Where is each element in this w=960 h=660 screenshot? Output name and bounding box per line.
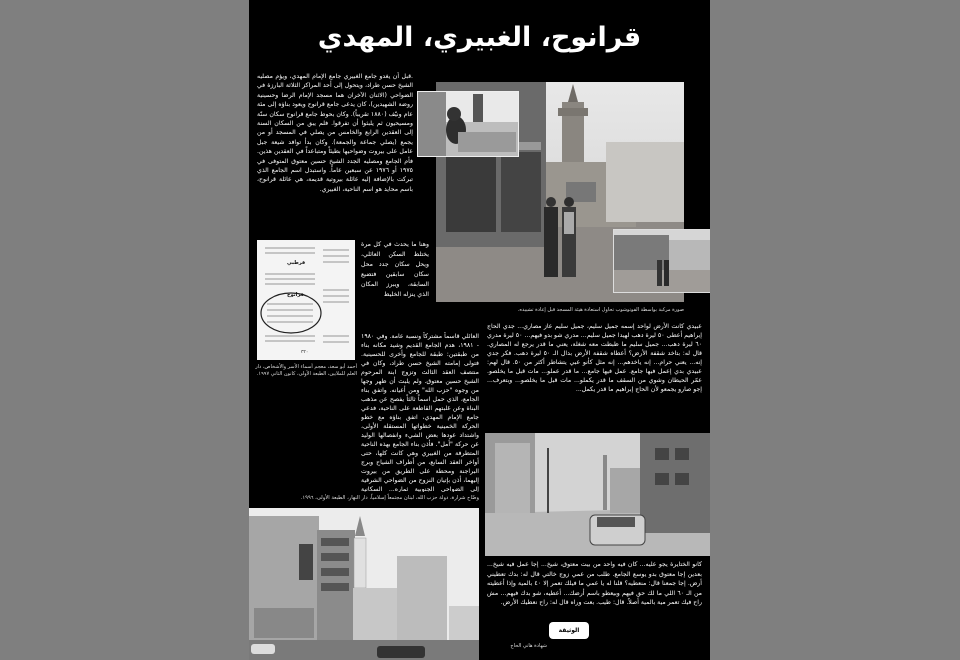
clipping-caption: أحمد أبو سعد، معجم أسماء الأسر والأشخاص، دار العلم للملايين، الطبعة الأولى، كانون الثاني ١٩٩٧.	[255, 364, 357, 377]
witness-credit: شهادة هاني الحاج	[510, 643, 547, 649]
document-page	[249, 0, 710, 660]
testimony-paragraph-1: عبيدي كانت الأرض لواحد إسمه جميل سليم، جميل سليم عاز مصاري... جدي الحاج إبراهيم أعطى ٥٠ ليرة دهب لهيدا جميل سليم... مدري شو بدو فيهم... ٥٠ ليرة مدري ٦٠ ليرة دهب... جميل سليم ما ظبطت معه شغلة، يعني ما قدر يرجع له المصاري. قال له: بتاخد شقفة الأرض؟ أعطاه شقفة الأرض بدال الـ ٥٠ ليرة دهب. فكر جدي إنه... يعني حرام... إنه ياخدهم... إنه مثل كأنو عبي يتشاطر أكثر من ٥٠. قال لهم: عبيدي بدي إعمل فيها جامع. عمل فيها جامع... ما قدر عملو... مات قبل ما يخلصو. عمّر الحيطان وشوي من السقف ما قدر يكملو... مات قبل ما يخلصو... وبتعرف... إجو صارو يجمعو لأن الحاج إبراهيم ما قدر يكمل...	[487, 323, 702, 393]
clipping-page-image	[257, 240, 355, 360]
main-paragraph: العائلي قاسماً مشتركاً ونسبة عامة. وفي ١٩٨٠ - ١٩٨١، هدم الجامع القديم وشيد مكانه بناء من طبقتين: طبقة للجامع وأخرى للحسينية. فتولى إمامته الشيخ حسن طراد، وكان في منتصف العقد الثالث وتزوج ابنة المرحوم الشيخ حسين معتوق. ولم يلبث أن ظهر وجها من وجوه "حزب الله" ومن أعيانه. واتفق بناء الجامع، الذي حمل اسماً ثالثاً يفصح عن مذهب البناة وعن غلبتهم القاطعة على الناحية، فدعي جامع الإمام المهدي، اتفق بناؤه مع خطو الحركة الخمينية خطواتها المستقلة الأولى، واشتداد عودها بعض الشيء وانفصالها الوليد عن حركة "أمل". فأذن بناء الجامع بهذه الناحية المتطرفة من الغبيري وهي كانت كلها، حتى أواخر العقد السابع، من أطراف الشياح وبرج البراجنة ومحطة على الطريق من بيروت إليهما، أذن بإتيان النزوح من الضواحي الشرقية إلى الضواحي الجنوبية ثماره... السكانية	[361, 333, 479, 492]
wathiqa-logo-text: الوثيقة	[558, 627, 580, 634]
clipping-subheading: قرطبي	[287, 260, 306, 266]
street-with-car-image	[485, 433, 710, 556]
man-reading-image	[418, 92, 518, 156]
intro-paragraph: .قبل أن يغدو جامع الغبيري جامع الإمام المهدي، ويؤم مصليه الشيخ حسن طراد، ويتحول إلى أحد المراكز الثلاثة البارزة في الضواحي (الاثنان الآخران هما مسجد الإمام الرضا وحسينية روضة الشهيدين)، كان يدعى جامع قرانوح ويعود بناؤه إلى مئة عام ونيّف (١٨٨٠ تقريباً). وكان بحوط جامع قرانوح سكان سنّة ومسيحيون ثم يلبثوا أن تفرقوا. فلم يبق من السكان السنة إلى العقدين الرابع والخامس من يصلي في المسجد أو من يجمع (يصلي جماعة والجمعة). وكان بدأ توافد شيعة جبل عامل على بيروت وضواحيها بطيئاً ومتباعداً في العقدين هذين. فأم الجامع ومصليه الجدد الشيخ حسين معتوق المتوفى في ١٩٧٥ أو ١٩٧٦ عن سبعين عاماً. واستبدل اسم الجامع الذي تبركت بالإضافة إليه عائلة بيروتية قديمة، هي عائلة قرانوح، باسم محايد هو اسم الناحية، الغبيري.	[257, 73, 413, 193]
mahdi-mosque-image	[249, 508, 479, 660]
inset-photo-man-reading	[417, 91, 519, 157]
current-mosque-photo	[249, 508, 479, 660]
wathiqa-logo	[549, 622, 589, 639]
page-title: قرانوح، الغبيري، المهدي	[317, 22, 642, 53]
source-citation: وضّاح شرارة، دولة حزب الله، لبنان مجتمعاً إسلامياً، دار النهار، الطبعة الأولى، ١٩٩٦.	[300, 495, 479, 501]
narrow-paragraph: وهنا ما يحدث في كل مرة يختلط السكن العائلي، ويحل سكان جدد محل سكان سابقين فتضيع السابقة، ويبرز المكان الذي ينزله الخليط	[361, 241, 429, 298]
two-men-street-image	[614, 230, 710, 292]
street-photo-car	[485, 433, 710, 556]
testimony-paragraph-2: كانو الختايرة يجو عليه... كان فيه واحد من بيت معتوق، شيخ... إجا عمل فيه شيخ... بعدين إجا معتوق بدو يوسع الجامع. طلب من عمي زوج خالتي قال له: بدك تعطيني أرض. إجا جمعنا قال: منعطيه؟ قلنا له يا عمي ما فيلك تعمر إلا ٤٠ بالمية وإذا أعطيته من الـ ٦٠ اللي ما لك حق فيهم وبيعطو باسم أرضك... أعطيه، شو بدك فيهم... مش راح فيك تعمر مية بالمية أصلاً. قال: طيب. بعت وراه قال له: راح نعطيك الأرض.	[487, 561, 702, 606]
inset-photo-two-men	[613, 229, 710, 293]
dictionary-clipping	[257, 240, 355, 360]
composite-photo-caption: صورة مركبة بواسطة الفوتوشوب تحاول استعادة هيئة المسجد قبل إعادة تشييده.	[517, 307, 684, 313]
clipping-page-number: ٣٣٠	[301, 350, 309, 355]
clipping-heading: قرانوح	[287, 292, 304, 298]
